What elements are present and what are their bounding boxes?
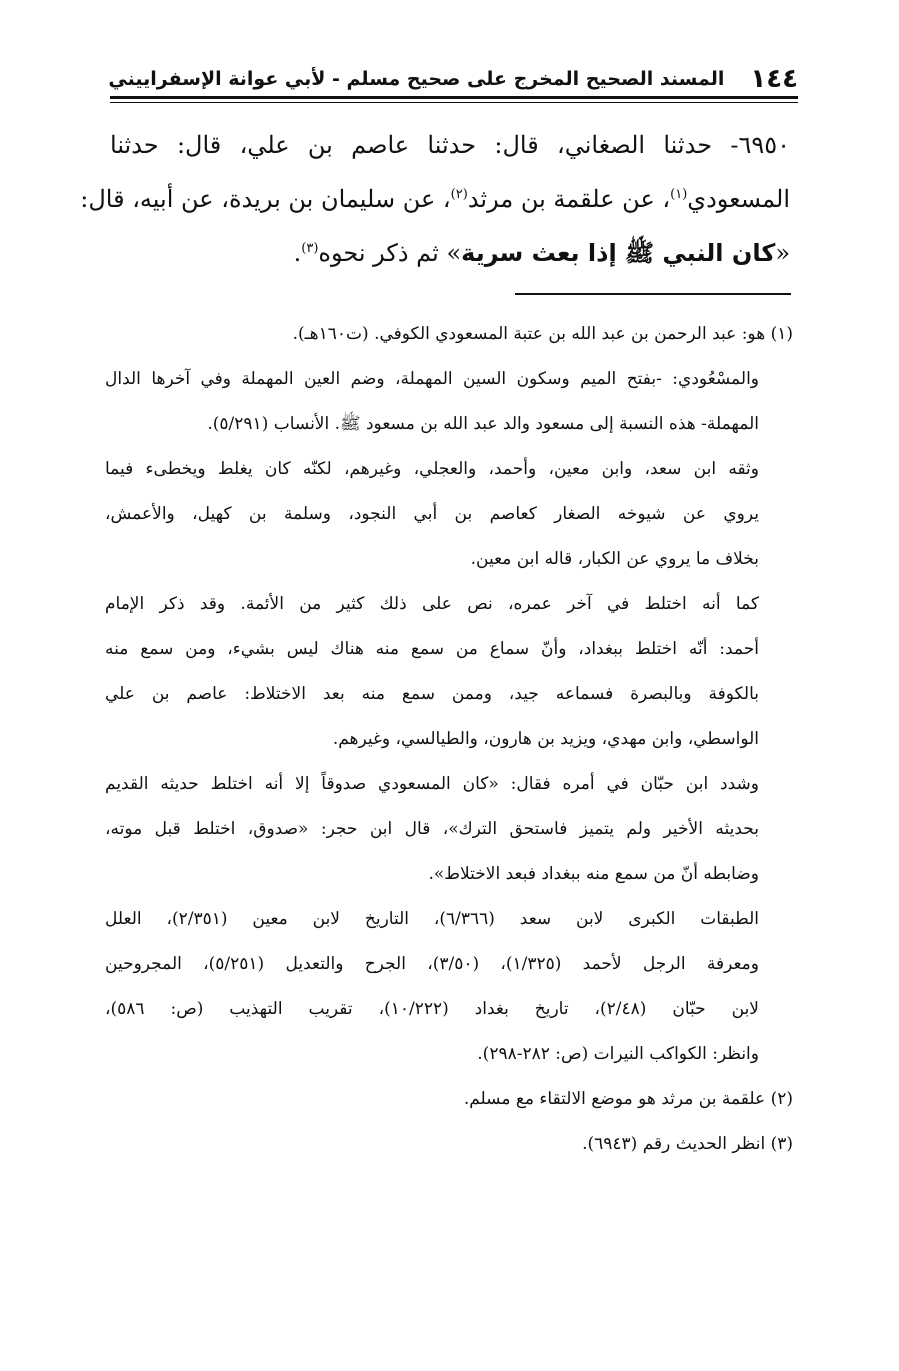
narration-chain-a: ، عن علقمة بن مرثد <box>467 185 671 213</box>
footnote-line: وثقه ابن سعد، وابن معين، وأحمد، والعجلي، وغيرهم، لكنّه كان يغلط ويخطىء فيما <box>105 459 759 479</box>
narrator-name: المسعودي <box>687 185 790 213</box>
final-period: . <box>293 239 302 267</box>
footnote-3-line: (٣) انظر الحديث رقم (٦٩٤٣). <box>582 1134 793 1154</box>
page-header <box>108 62 798 96</box>
hadith-tail: ثم ذكر نحوه <box>318 239 447 267</box>
quote-open: « <box>775 239 790 267</box>
footnote-line: وضابطه أنّ من سمع منه ببغداد فبعد الاختلاط». <box>428 864 759 884</box>
header-rule-thin <box>110 102 798 103</box>
footnote-line: بحديثه الأخير ولم يتميز فاستحق الترك»، قال ابن حجر: «صدوق، اختلط قبل موته، <box>105 819 759 839</box>
footnote-ref-2: (٢) <box>450 187 468 202</box>
footnote-line: يروي عن شيوخه الصغار كعاصم بن أبي النجود، وسلمة بن كهيل، والأعمش، <box>105 504 759 524</box>
footnote-line: الطبقات الكبرى لابن سعد (٦/٣٦٦)، التاريخ لابن معين (٢/٣٥١)، العلل <box>105 909 759 929</box>
footnote-line: وانظر: الكواكب النيرات (ص: ٢٨٢-٢٩٨). <box>477 1044 759 1064</box>
quote-close: » <box>446 239 462 267</box>
header-rule-thick <box>110 96 798 99</box>
narration-chain-b: ، عن سليمان بن بريدة، عن أبيه، قال: <box>80 185 451 213</box>
footnote-line: بخلاف ما يروي عن الكبار، قاله ابن معين. <box>470 549 759 569</box>
hadith-text <box>80 118 790 280</box>
footnote-line: بالكوفة وبالبصرة فسماعه جيد، وممن سمع منه بعد الاختلاط: عاصم بن علي <box>105 684 759 704</box>
footnote-line: والمسْعُودي: -بفتح الميم وسكون السين المهملة، وضم العين المهملة وفي آخرها الدال <box>105 369 759 389</box>
hadith-matn: كان النبي ﷺ إذا بعث سرية <box>461 239 776 267</box>
footnote-line: المهملة- هذه النسبة إلى مسعود والد عبد الله بن مسعود ﷺ. الأنساب (٥/٢٩١). <box>207 414 759 434</box>
hadith-line-3 <box>110 226 790 280</box>
footnote-2-line: (٢) علقمة بن مرثد هو موضع الالتقاء مع مسلم. <box>463 1089 793 1109</box>
footnote-line: كما أنه اختلط في آخر عمره، نص على ذلك كثير من الأئمة. وقد ذكر الإمام <box>105 594 759 614</box>
running-title: المسند الصحيح المخرج على صحيح مسلم - لأبي عوانة الإسفراييني <box>108 68 725 90</box>
footnote-line: لابن حبّان (٢/٤٨)، تاريخ بغداد (١٠/٢٢٢)، تقريب التهذيب (ص: ٥٨٦)، <box>105 999 759 1019</box>
footnote-ref-3: (٣) <box>301 241 319 256</box>
footnote-line: أحمد: أنّه اختلط ببغداد، وأنّ سماع من سمع منه هناك ليس بشيء، ومن سمع منه <box>105 639 759 659</box>
footnote-ref-1: (١) <box>670 187 688 202</box>
footnote-1-line: (١) هو: عبد الرحمن بن عبد الله بن عتبة المسعودي الكوفي. (ت١٦٠هـ). <box>292 324 793 344</box>
footnote-line: الواسطي، وابن مهدي، ويزيد بن هارون، والطيالسي، وغيرهم. <box>332 729 759 749</box>
footnote-line: وشدد ابن حبّان في أمره فقال: «كان المسعودي صدوقاً إلا أنه اختلط حديثه القديم <box>105 774 759 794</box>
footnote-line: ومعرفة الرجل لأحمد (١/٣٢٥)، (٣/٥٠)، الجرح والتعديل (٥/٢٥١)، المجروحين <box>105 954 759 974</box>
page-number: ١٤٤ <box>750 64 798 94</box>
hadith-line-1: ٦٩٥٠- حدثنا الصغاني، قال: حدثنا عاصم بن علي، قال: حدثنا <box>110 131 790 159</box>
footnotes <box>105 312 793 1167</box>
hadith-line-2 <box>80 172 790 226</box>
footnote-separator <box>515 293 791 295</box>
